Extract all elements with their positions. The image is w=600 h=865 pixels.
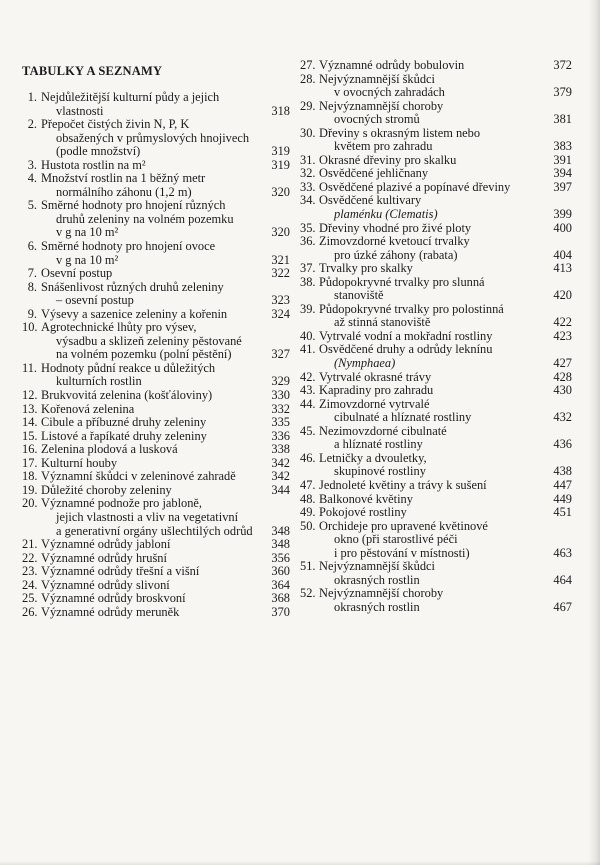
item-number: 31.: [300, 152, 316, 167]
item-number: 13.: [22, 401, 38, 416]
page-number: 370: [271, 604, 290, 619]
item-title-line: Letničky a dvouletky,: [319, 450, 427, 465]
item-title-line: – osevní postup: [56, 293, 134, 308]
item-title-line: Významné odrůdy jabloní: [41, 537, 171, 552]
page-number: 335: [271, 415, 290, 430]
table-list-item: [22, 470, 290, 484]
table-list-item: [300, 520, 572, 561]
item-number: 50.: [300, 518, 316, 533]
page-number: 322: [271, 266, 290, 281]
item-number: 22.: [22, 550, 38, 565]
item-number: 2.: [27, 117, 37, 132]
page-number: 336: [271, 428, 290, 443]
table-list-item: [22, 579, 290, 593]
page-number: 397: [553, 179, 572, 194]
item-number: 10.: [22, 320, 38, 335]
item-title-line: ovocných stromů: [334, 112, 420, 127]
item-title-line: jejich vlastnosti a vliv na vegetativní: [56, 509, 239, 524]
item-title-line: v g na 10 m²: [56, 225, 119, 240]
page-number: 342: [271, 455, 290, 470]
page-number: 383: [553, 139, 572, 154]
table-list-item: [300, 127, 572, 154]
table-list-item: [300, 303, 572, 330]
table-list-item: [22, 267, 290, 281]
page-number: 330: [271, 388, 290, 403]
item-title-line: plaménku (Clematis): [334, 207, 438, 222]
item-number: 30.: [300, 125, 316, 140]
page-number: 413: [553, 261, 572, 276]
page-number: 379: [553, 85, 572, 100]
table-list-item: [300, 181, 572, 195]
table-list-item: [300, 371, 572, 385]
item-title-line: Vytrvalé vodní a mokřadní rostliny: [319, 328, 493, 343]
page-number: 399: [553, 207, 572, 222]
item-title-line: Osvědčené druhy a odrůdy leknínu: [319, 342, 493, 357]
item-number: 51.: [300, 559, 316, 574]
item-number: 38.: [300, 274, 316, 289]
page-number: 451: [553, 505, 572, 520]
item-title-line: Dřeviny vhodné pro živé ploty: [319, 220, 472, 235]
table-list-item: [300, 154, 572, 168]
page-number: 364: [271, 577, 290, 592]
page-number: 327: [271, 347, 290, 362]
page-number: 320: [271, 225, 290, 240]
item-title-line: Nejvýznamnější choroby: [319, 586, 444, 601]
table-list-item: [22, 443, 290, 457]
item-number: 19.: [22, 482, 38, 497]
page-number: 356: [271, 550, 290, 565]
page-number: 342: [271, 469, 290, 484]
item-title-line: v g na 10 m²: [56, 252, 119, 267]
item-title-line: Významné odrůdy meruněk: [41, 604, 180, 619]
table-list-item: [300, 276, 572, 303]
item-title-line: Významné odrůdy hrušní: [41, 550, 167, 565]
table-list-item: [22, 430, 290, 444]
item-number: 1.: [27, 90, 37, 104]
item-title-line: Významné odrůdy slivoní: [41, 577, 170, 592]
page-number: 400: [553, 220, 572, 235]
item-title-line: i pro pěstování v místnosti): [334, 545, 470, 560]
item-title-line: Významné odrůdy broskvoní: [41, 591, 186, 606]
page-number: 381: [553, 112, 572, 127]
item-title-line: až stinná stanoviště: [334, 315, 431, 330]
item-title-line: Vytrvalé okrasné trávy: [319, 369, 432, 384]
table-list-item: [300, 343, 572, 370]
item-title-line: Snášenlivost různých druhů zeleniny: [41, 279, 224, 294]
item-title-line: Hodnoty půdní reakce u důležitých: [41, 360, 216, 375]
item-title-line: Půdopokryvné trvalky pro slunná: [319, 274, 485, 289]
page-number: 420: [553, 288, 572, 303]
item-number: 12.: [22, 388, 38, 403]
page-number: 344: [271, 482, 290, 497]
item-number: 33.: [300, 179, 316, 194]
page-number: 422: [553, 315, 572, 330]
item-number: 6.: [27, 239, 37, 254]
table-list-item: [300, 452, 572, 479]
item-title-line: Hustota rostlin na m²: [41, 157, 146, 172]
page-number: 319: [271, 157, 290, 172]
item-number: 8.: [27, 279, 37, 294]
page-number: 329: [271, 374, 290, 389]
table-list-item: [22, 118, 290, 159]
item-number: 5.: [27, 198, 37, 213]
table-list-item: [22, 416, 290, 430]
page-number: 324: [271, 306, 290, 321]
page-number: 391: [553, 152, 572, 167]
table-list-item: [300, 425, 572, 452]
table-list-item: [300, 560, 572, 587]
table-list-item: [300, 194, 572, 221]
page-number: 467: [553, 599, 572, 614]
page-number: 368: [271, 591, 290, 606]
item-title-line: Zelenina plodová a lusková: [41, 442, 178, 457]
table-list-item: [22, 199, 290, 240]
page-number: 464: [553, 572, 572, 587]
item-number: 29.: [300, 98, 316, 113]
page-number: 318: [271, 103, 290, 118]
table-list-item: [22, 403, 290, 417]
item-number: 42.: [300, 369, 316, 384]
page-number: 321: [271, 252, 290, 267]
page-number: 338: [271, 442, 290, 457]
toc-column-right: [300, 59, 572, 614]
item-title-line: Kapradiny pro zahradu: [319, 383, 434, 398]
item-title-line: výsadbu a sklizeň zeleniny pěstované: [56, 333, 242, 348]
item-title-line: vlastnosti: [56, 103, 104, 118]
table-list-item: [300, 235, 572, 262]
table-list-item: [22, 159, 290, 173]
table-list-item: [300, 100, 572, 127]
item-number: 9.: [27, 306, 37, 321]
page-number: 348: [271, 537, 290, 552]
page-number: 432: [553, 410, 572, 425]
item-number: 17.: [22, 455, 38, 470]
table-list-item: [22, 497, 290, 538]
item-title-line: Osvědčené jehličnany: [319, 166, 429, 181]
item-title-line: Pokojové rostliny: [319, 505, 407, 520]
item-number: 25.: [22, 591, 38, 606]
item-title-line: Agrotechnické lhůty pro výsev,: [41, 320, 197, 335]
item-number: 48.: [300, 491, 316, 506]
item-title-line: Balkonové květiny: [319, 491, 413, 506]
item-number: 44.: [300, 396, 316, 411]
item-title-line: Kulturní houby: [41, 455, 118, 470]
item-title-line: na volném pozemku (polní pěstění): [56, 347, 232, 362]
table-list-item: [22, 281, 290, 308]
page-number: 427: [553, 356, 572, 371]
table-list-item: [22, 172, 290, 199]
table-list-item: [22, 240, 290, 267]
table-list-item: [300, 479, 572, 493]
page-number: 348: [271, 523, 290, 538]
item-title-line: Množství rostlin na 1 běžný metr: [41, 171, 206, 186]
item-number: 39.: [300, 301, 316, 316]
item-number: 52.: [300, 586, 316, 601]
page-bottom-shadow: [0, 861, 600, 865]
item-title-line: Směrné hodnoty pro hnojení ovoce: [41, 239, 216, 254]
item-number: 11.: [22, 360, 38, 375]
item-title-line: Nejvýznamnější škůdci: [319, 71, 435, 86]
table-list-item: [22, 592, 290, 606]
item-title-line: pro úzké záhony (rabata): [334, 247, 458, 262]
item-number: 20.: [22, 496, 38, 511]
item-title-line: Dřeviny s okrasným listem nebo: [319, 125, 481, 140]
item-title-line: květem pro zahradu: [334, 139, 433, 154]
item-title-line: Půdopokryvné trvalky pro polostinná: [319, 301, 504, 316]
item-title-line: Důležité choroby zeleniny: [41, 482, 172, 497]
item-number: 15.: [22, 428, 38, 443]
page-number: 323: [271, 293, 290, 308]
page-number: 447: [553, 477, 572, 492]
page-number: 463: [553, 545, 572, 560]
item-title-line: stanoviště: [334, 288, 384, 303]
table-list-item: [300, 493, 572, 507]
item-title-line: druhů zeleniny na volném pozemku: [56, 211, 234, 226]
table-list-item: [22, 484, 290, 498]
item-title-line: Směrné hodnoty pro hnojení různých: [41, 198, 226, 213]
item-number: 43.: [300, 383, 316, 398]
table-list-item: [22, 389, 290, 403]
item-number: 21.: [22, 537, 38, 552]
item-title-line: Nejdůležitější kulturní půdy a jejich: [41, 90, 220, 104]
item-title-line: Cibule a příbuzné druhy zeleniny: [41, 415, 207, 430]
table-list-item: [300, 222, 572, 236]
item-number: 34.: [300, 193, 316, 208]
item-title-line: okrasných rostlin: [334, 599, 420, 614]
table-list-item: [300, 330, 572, 344]
table-list-item: [22, 308, 290, 322]
item-number: 24.: [22, 577, 38, 592]
item-title-line: Osvědčené plazivé a popínavé dřeviny: [319, 179, 511, 194]
item-number: 47.: [300, 477, 316, 492]
item-title-line: kulturních rostlin: [56, 374, 142, 389]
item-number: 3.: [27, 157, 37, 172]
item-number: 41.: [300, 342, 316, 357]
item-title-line: Trvalky pro skalky: [319, 261, 413, 276]
item-title-line: okrasných rostlin: [334, 572, 420, 587]
page-number: 320: [271, 184, 290, 199]
item-number: 23.: [22, 564, 38, 579]
table-list-item: [300, 59, 572, 73]
item-title-line: v ovocných zahradách: [334, 85, 445, 100]
item-number: 32.: [300, 166, 316, 181]
item-title-line: normálního záhonu (1,2 m): [56, 184, 192, 199]
item-number: 36.: [300, 234, 316, 249]
item-title-line: Nezimovzdorné cibulnaté: [319, 423, 447, 438]
table-list-item: [22, 362, 290, 389]
item-title-line: Osevní postup: [41, 266, 113, 281]
item-number: 16.: [22, 442, 38, 457]
page-number: 449: [553, 491, 572, 506]
item-number: 26.: [22, 604, 38, 619]
item-number: 7.: [27, 266, 37, 281]
item-title-line: cibulnaté a hlíznaté rostliny: [334, 410, 472, 425]
item-title-line: Nejvýznamnější škůdci: [319, 559, 435, 574]
item-number: 28.: [300, 71, 316, 86]
page-number: 430: [553, 383, 572, 398]
page-number: 436: [553, 437, 572, 452]
page-number: 319: [271, 144, 290, 159]
table-list-item: [22, 321, 290, 362]
table-list-item: [300, 398, 572, 425]
item-title-line: Významné podnože pro jabloně,: [41, 496, 203, 511]
item-title-line: Kořenová zelenina: [41, 401, 135, 416]
item-number: 49.: [300, 505, 316, 520]
item-title-line: Výsevy a sazenice zeleniny a kořenin: [41, 306, 228, 321]
item-title-line: skupinové rostliny: [334, 464, 426, 479]
item-number: 27.: [300, 58, 316, 72]
item-title-line: a generativní orgány ušlechtilých odrůd: [56, 523, 253, 538]
page-number: 438: [553, 464, 572, 479]
table-list-item: [22, 565, 290, 579]
page-number: 372: [553, 58, 572, 72]
item-number: 18.: [22, 469, 38, 484]
item-title-line: Přepočet čistých živin N, P, K: [41, 117, 190, 132]
page-number: 404: [553, 247, 572, 262]
item-title-line: Významné odrůdy bobulovin: [319, 58, 465, 72]
item-title-line: a hlíznaté rostliny: [334, 437, 423, 452]
item-title-line: Zimovzdorné vytrvalé: [319, 396, 430, 411]
item-number: 46.: [300, 450, 316, 465]
table-list-item: [300, 587, 572, 614]
item-title-line: (Nymphaea): [334, 356, 396, 371]
table-list-item: [22, 91, 290, 118]
item-title-line: Okrasné dřeviny pro skalku: [319, 152, 457, 167]
table-list-item: [300, 73, 572, 100]
item-title-line: Zimovzdorné kvetoucí trvalky: [319, 234, 470, 249]
item-title-line: okno (při starostlivé péči: [334, 532, 458, 547]
item-number: 35.: [300, 220, 316, 235]
page-number: 423: [553, 328, 572, 343]
page-number: 428: [553, 369, 572, 384]
page-number: 360: [271, 564, 290, 579]
table-list-item: [300, 262, 572, 276]
item-title-line: Orchideje pro upravené květinové: [319, 518, 488, 533]
item-number: 14.: [22, 415, 38, 430]
item-title-line: Významné odrůdy třešní a višní: [41, 564, 200, 579]
item-title-line: obsažených v průmyslových hnojivech: [56, 130, 250, 145]
item-title-line: Osvědčené kultivary: [319, 193, 422, 208]
item-number: 40.: [300, 328, 316, 343]
table-list-item: [22, 457, 290, 471]
table-list-item: [22, 606, 290, 620]
section-heading: TABULKY A SEZNAMY: [22, 64, 163, 78]
item-title-line: Významní škůdci v zeleninové zahradě: [41, 469, 236, 484]
item-title-line: Jednoleté květiny a trávy k sušení: [319, 477, 487, 492]
table-list-item: [300, 384, 572, 398]
table-list-item: [300, 167, 572, 181]
item-title-line: Listové a řapíkaté druhy zeleniny: [41, 428, 207, 443]
page-number: 394: [553, 166, 572, 181]
toc-column-left: [22, 91, 290, 619]
table-list-item: [22, 552, 290, 566]
page-edge-shadow: [588, 0, 600, 865]
item-number: 45.: [300, 423, 316, 438]
item-title-line: Brukvovitá zelenina (košťáloviny): [41, 388, 213, 403]
item-title-line: Nejvýznamnější choroby: [319, 98, 444, 113]
item-number: 4.: [27, 171, 37, 186]
table-list-item: [300, 506, 572, 520]
page-number: 332: [271, 401, 290, 416]
table-list-item: [22, 538, 290, 552]
item-title-line: (podle množství): [56, 144, 141, 159]
item-number: 37.: [300, 261, 316, 276]
